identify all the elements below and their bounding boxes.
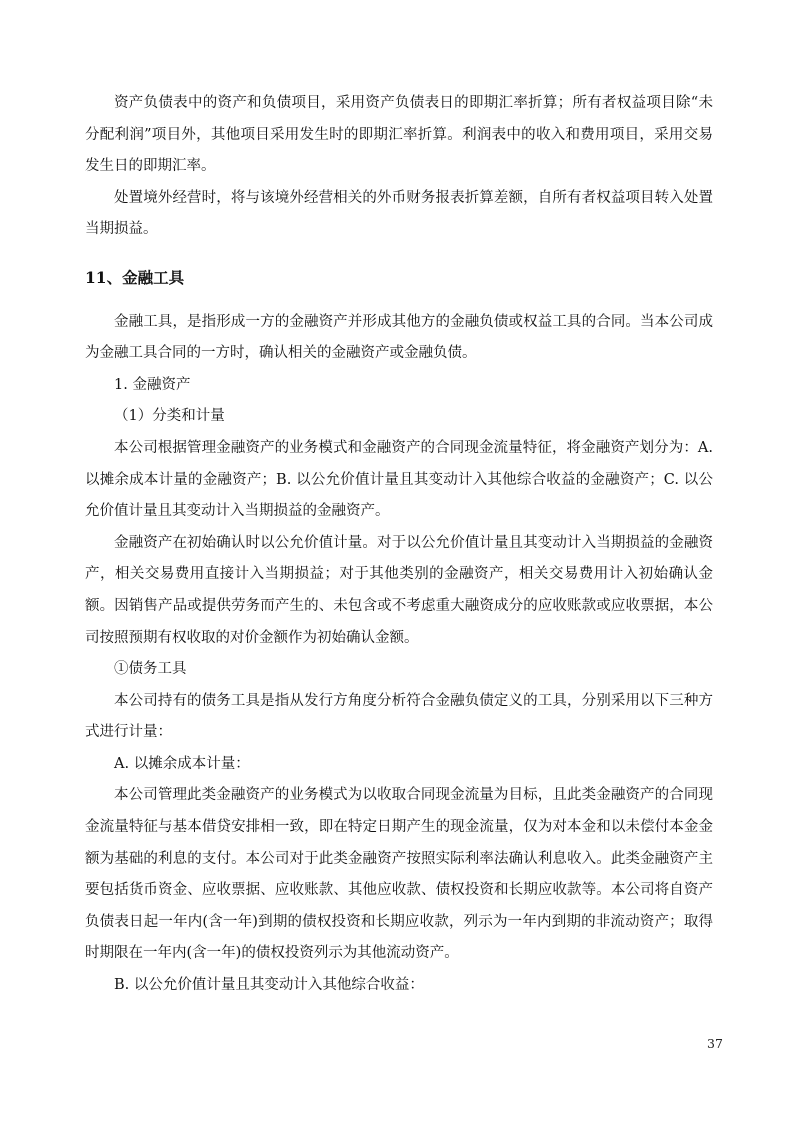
paragraph: 金融工具，是指形成一方的金融资产并形成其他方的金融负债或权益工具的合同。当本公司成为金融工具合同的一方时，确认相关的金融资产或金融负债。 — [85, 313, 713, 362]
paragraph: B. 以公允价值计量且其变动计入其他综合收益： — [114, 977, 424, 994]
page-number: 37 — [707, 1036, 723, 1051]
paragraph: 本公司持有的债务工具是指从发行方角度分析符合金融负债定义的工具，分别采用以下三种方式进行计量： — [85, 692, 713, 741]
paragraph: 1. 金融资产 — [114, 376, 191, 393]
paragraph: （1）分类和计量 — [114, 408, 225, 425]
paragraph: ①债务工具 — [114, 661, 187, 678]
paragraph: 本公司根据管理金融资产的业务模式和金融资产的合同现金流量特征，将金融资产划分为：A. 以摊余成本计量的金融资产；B. 以公允价值计量且其变动计入其他综合收益的金融资产；C. 以公允价值计量且其变动计入当期损益的金融资产。 — [85, 439, 713, 520]
paragraph: 处置境外经营时，将与该境外经营相关的外币财务报表折算差额，自所有者权益项目转入处置当期损益。 — [85, 189, 713, 238]
paragraph: 本公司管理此类金融资产的业务模式为以收取合同现金流量为目标，且此类金融资产的合同现金流量特征与基本借贷安排相一致，即在特定日期产生的现金流量，仅为对本金和以未偿付本金金额为基础的利息的支付。本公司对于此类金融资产按照实际利率法确认利息收入。此类金融资产主要包括货币资金、应收票据、应收账款、其他应收款、债权投资和长期应收款等。本公司将自资产负债表日起一年内(含一年)到期的债权投资和长期应收款，列示为一年内到期的非流动资产；取得时期限在一年内(含一年)的债权投资列示为其他流动资产。 — [85, 787, 713, 962]
paragraph: A. 以摊余成本计量： — [114, 755, 250, 772]
paragraph: 资产负债表中的资产和负债项目，采用资产负债表日的即期汇率折算；所有者权益项目除“未分配利润”项目外，其他项目采用发生时的即期汇率折算。利润表中的收入和费用项目，采用交易发生日的即期汇率。 — [85, 95, 713, 175]
section-heading: 11、金融工具 — [85, 267, 185, 287]
paragraph: 金融资产在初始确认时以公允价值计量。对于以公允价值计量且其变动计入当期损益的金融资产，相关交易费用直接计入当期损益；对于其他类别的金融资产，相关交易费用计入初始确认金额。因销售产品或提供劳务而产生的、未包含或不考虑重大融资成分的应收账款或应收票据，本公司按照预期有权收取的对价金额作为初始确认金额。 — [85, 534, 713, 646]
document-content — [85, 88, 713, 1002]
